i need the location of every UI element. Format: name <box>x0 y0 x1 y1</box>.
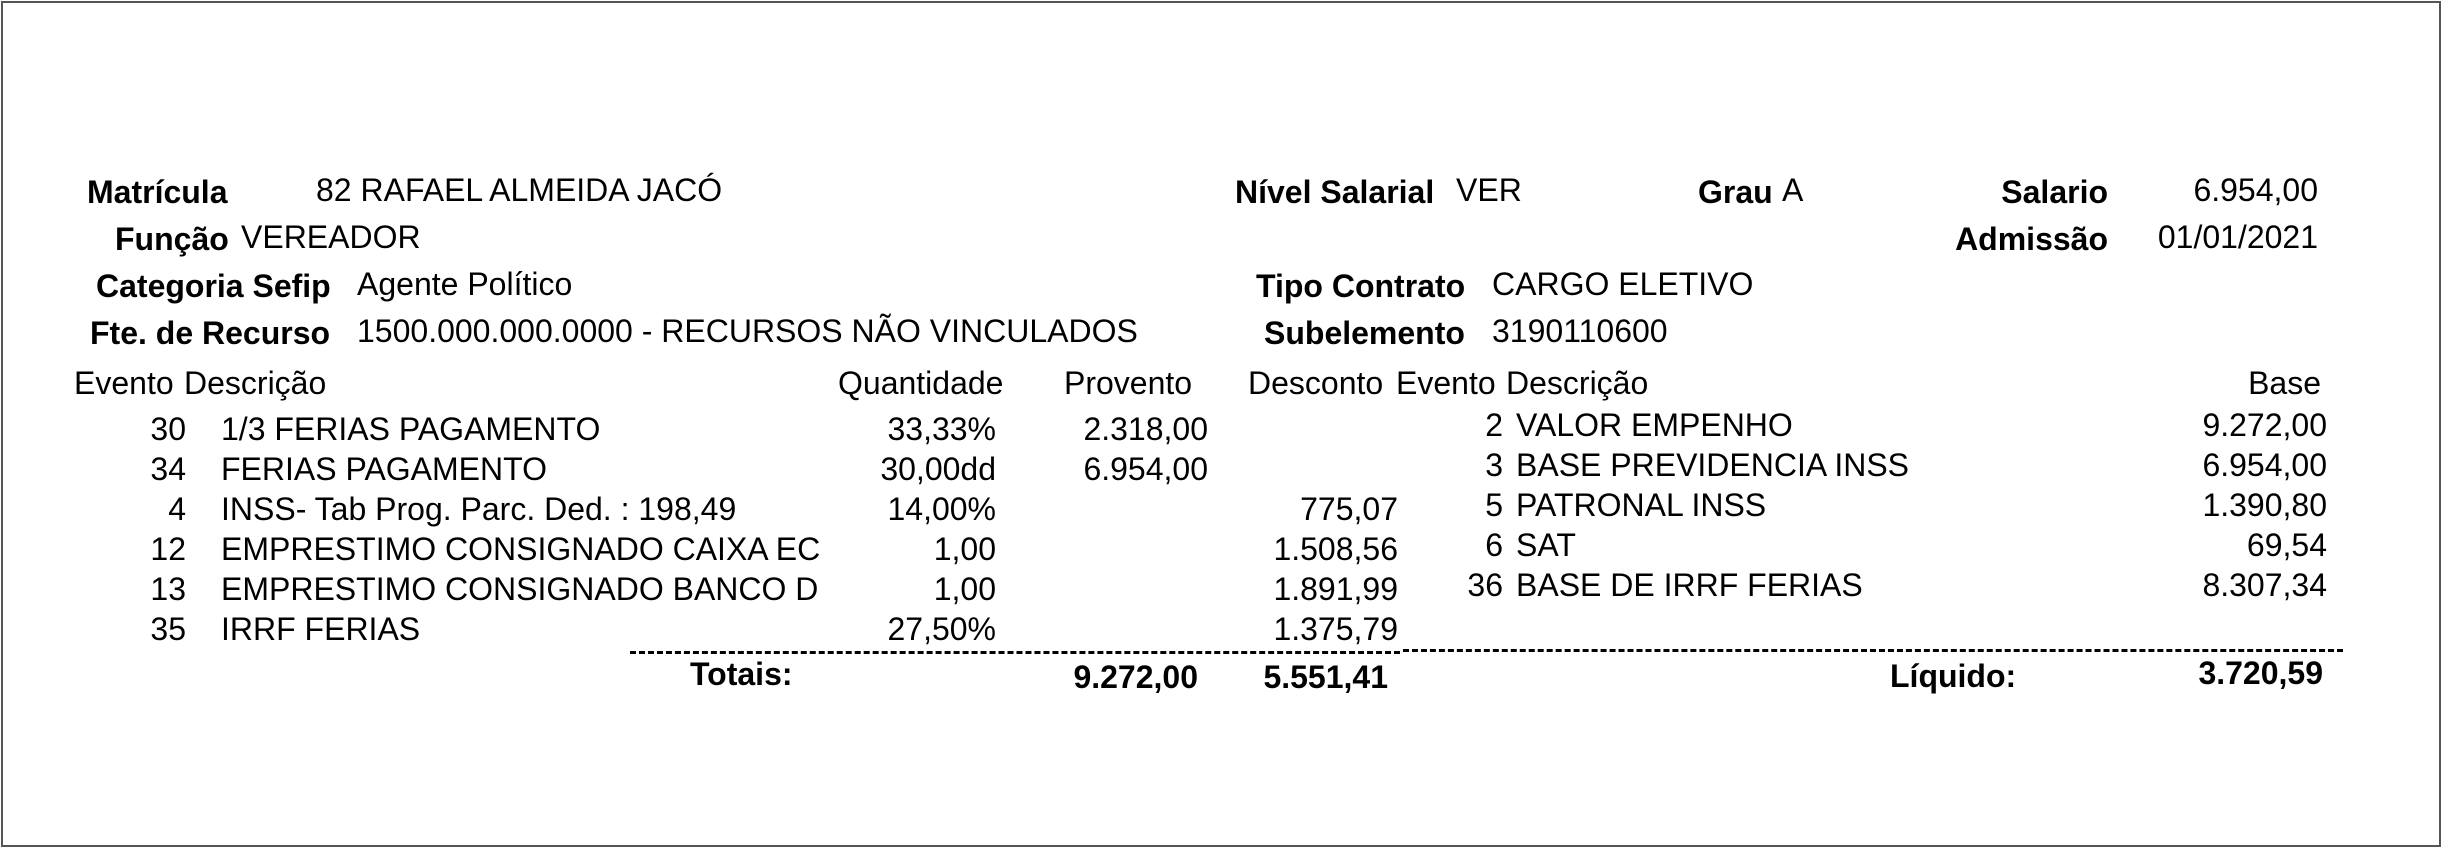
funcao-value: VEREADOR <box>241 219 421 255</box>
admissao-label: Admissão <box>1955 221 2108 257</box>
categoria-sefip-label: Categoria Sefip <box>96 268 331 304</box>
left-row-quantidade: 30,00dd <box>880 451 996 487</box>
right-row-descricao: BASE PREVIDENCIA INSS <box>1516 447 1910 483</box>
salario-label: Salario <box>2001 174 2108 210</box>
nivel-salarial-value: VER <box>1456 172 1522 208</box>
right-row-evento: 3 <box>1485 447 1503 483</box>
left-row-quantidade: 1,00 <box>933 571 996 607</box>
left-row-descricao: IRRF FERIAS <box>221 611 421 647</box>
col-descricao-right: Descrição <box>1506 365 1649 401</box>
left-row-provento: 6.954,00 <box>1083 451 1208 487</box>
left-row-desconto: 1.891,99 <box>1273 571 1398 607</box>
fonte-recurso-label: Fte. de Recurso <box>90 315 331 351</box>
right-row-evento: 5 <box>1485 487 1503 523</box>
left-row-quantidade: 14,00% <box>887 491 996 527</box>
funcao-label: Função <box>115 221 229 257</box>
left-row-evento: 12 <box>150 531 186 567</box>
categoria-sefip-value: Agente Político <box>357 266 573 302</box>
matricula-value: 82 RAFAEL ALMEIDA JACÓ <box>316 172 723 208</box>
left-row-quantidade: 27,50% <box>887 611 996 647</box>
col-quantidade: Quantidade <box>838 365 1004 401</box>
desconto-total: 5.551,41 <box>1263 659 1388 695</box>
right-row-base: 1.390,80 <box>2202 487 2327 523</box>
left-row-descricao: FERIAS PAGAMENTO <box>221 451 547 487</box>
tipo-contrato-label: Tipo Contrato <box>1256 268 1466 304</box>
right-row-base: 9.272,00 <box>2202 407 2327 443</box>
left-row-desconto: 775,07 <box>1300 491 1398 527</box>
liquido-value: 3.720,59 <box>2198 655 2323 691</box>
left-row-evento: 34 <box>150 451 186 487</box>
subelemento-label: Subelemento <box>1264 315 1465 351</box>
right-row-evento: 6 <box>1485 527 1503 563</box>
grau-label: Grau <box>1698 174 1773 210</box>
payslip-frame <box>1 1 2441 847</box>
col-descricao-left: Descrição <box>184 365 327 401</box>
totais-label: Totais: <box>690 656 793 692</box>
left-row-provento: 2.318,00 <box>1083 411 1208 447</box>
fonte-recurso-value: 1500.000.000.0000 - RECURSOS NÃO VINCULADOS <box>357 313 1138 349</box>
left-row-evento: 4 <box>168 491 186 527</box>
liquido-label: Líquido: <box>1890 658 2017 694</box>
col-base: Base <box>2248 365 2321 401</box>
col-evento-right: Evento <box>1396 365 1496 401</box>
totals-divider-left <box>630 651 1400 654</box>
subelemento-value: 3190110600 <box>1492 313 1668 349</box>
left-row-evento: 35 <box>150 611 186 647</box>
tipo-contrato-value: CARGO ELETIVO <box>1492 266 1754 302</box>
right-row-descricao: PATRONAL INSS <box>1516 487 1767 523</box>
salario-value: 6.954,00 <box>2193 172 2318 208</box>
left-row-descricao: 1/3 FERIAS PAGAMENTO <box>221 411 601 447</box>
left-row-quantidade: 33,33% <box>887 411 996 447</box>
col-provento: Provento <box>1064 365 1193 401</box>
left-row-descricao: EMPRESTIMO CONSIGNADO CAIXA EC <box>221 531 821 567</box>
left-row-desconto: 1.375,79 <box>1273 611 1398 647</box>
left-row-evento: 13 <box>150 571 186 607</box>
right-row-evento: 2 <box>1485 407 1503 443</box>
right-row-base: 8.307,34 <box>2202 567 2327 603</box>
left-row-descricao: INSS- Tab Prog. Parc. Ded. : 198,49 <box>221 491 737 527</box>
right-row-descricao: VALOR EMPENHO <box>1516 407 1793 443</box>
provento-total: 9.272,00 <box>1073 659 1198 695</box>
left-row-quantidade: 1,00 <box>933 531 996 567</box>
grau-value: A <box>1782 172 1804 208</box>
admissao-value: 01/01/2021 <box>2157 219 2318 255</box>
right-row-evento: 36 <box>1467 567 1503 603</box>
left-row-evento: 30 <box>150 411 186 447</box>
col-desconto: Desconto <box>1248 365 1384 401</box>
totals-divider-right <box>1403 649 2343 652</box>
col-evento-left: Evento <box>74 365 174 401</box>
right-row-base: 69,54 <box>2246 527 2327 563</box>
matricula-label: Matrícula <box>87 174 228 210</box>
nivel-salarial-label: Nível Salarial <box>1235 174 1435 210</box>
right-row-base: 6.954,00 <box>2202 447 2327 483</box>
right-row-descricao: BASE DE IRRF FERIAS <box>1516 567 1863 603</box>
left-row-desconto: 1.508,56 <box>1273 531 1398 567</box>
right-row-descricao: SAT <box>1516 527 1576 563</box>
left-row-descricao: EMPRESTIMO CONSIGNADO BANCO D <box>221 571 819 607</box>
